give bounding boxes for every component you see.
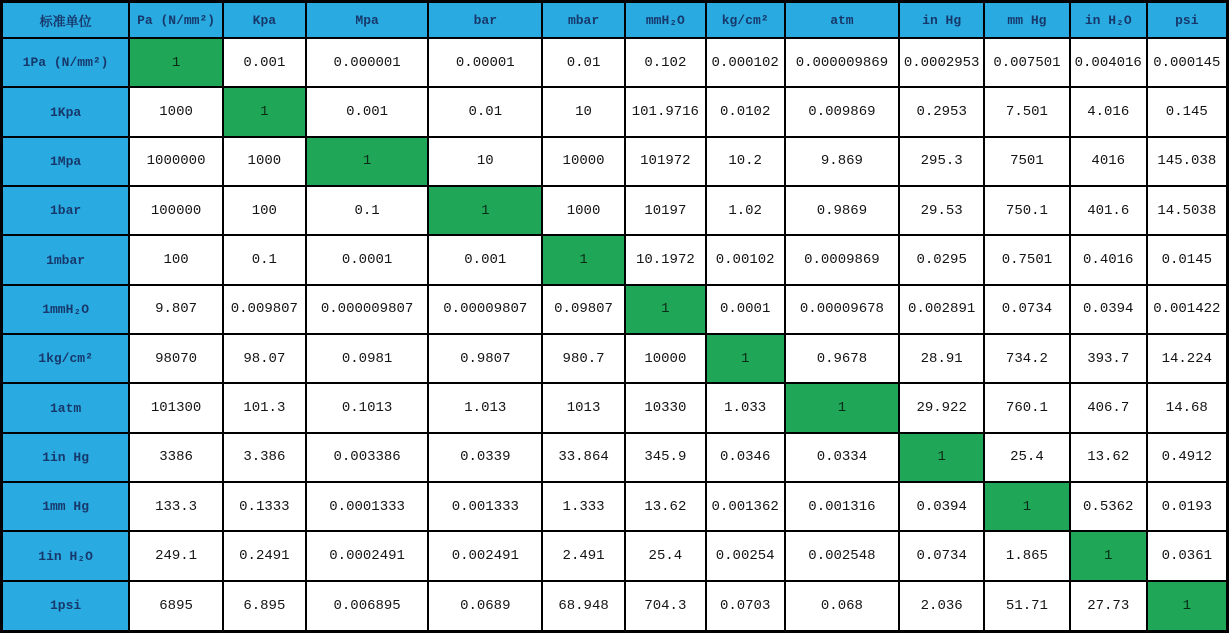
table-cell: 100 [223, 186, 306, 235]
row-label: 1Kpa [2, 87, 130, 136]
table-cell: 0.000102 [706, 38, 785, 87]
table-cell: 98070 [129, 334, 223, 383]
table-cell: 0.0002953 [899, 38, 984, 87]
table-cell: 9.807 [129, 285, 223, 334]
row-label: 1atm [2, 383, 130, 432]
table-cell: 0.1013 [306, 383, 429, 432]
table-row [2, 87, 1228, 136]
table-cell: 0.00102 [706, 235, 785, 284]
table-cell: 406.7 [1070, 383, 1147, 432]
table-cell: 101.3 [223, 383, 306, 432]
table-row [2, 285, 1228, 334]
table-cell: 0.000009807 [306, 285, 429, 334]
table-cell: 0.0394 [899, 482, 984, 531]
table-cell: 0.4912 [1147, 433, 1228, 482]
column-header: psi [1147, 2, 1228, 39]
table-cell: 0.001 [223, 38, 306, 87]
diagonal-unity-cell: 1 [428, 186, 542, 235]
table-cell: 0.000001 [306, 38, 429, 87]
table-cell: 0.0295 [899, 235, 984, 284]
table-cell: 100000 [129, 186, 223, 235]
diagonal-unity-cell: 1 [223, 87, 306, 136]
table-cell: 9.869 [785, 137, 900, 186]
table-cell: 0.001 [306, 87, 429, 136]
table-cell: 29.53 [899, 186, 984, 235]
table-cell: 0.0734 [984, 285, 1070, 334]
table-cell: 10197 [625, 186, 706, 235]
row-label: 1mmH₂O [2, 285, 130, 334]
table-cell: 1.013 [428, 383, 542, 432]
table-cell: 249.1 [129, 531, 223, 580]
table-cell: 29.922 [899, 383, 984, 432]
table-cell: 101300 [129, 383, 223, 432]
column-header: mbar [542, 2, 625, 39]
table-cell: 0.00001 [428, 38, 542, 87]
table-cell: 0.9807 [428, 334, 542, 383]
table-cell: 1.02 [706, 186, 785, 235]
table-cell: 704.3 [625, 581, 706, 632]
table-cell: 295.3 [899, 137, 984, 186]
table-cell: 0.0689 [428, 581, 542, 632]
corner-header: 标准单位 [2, 2, 130, 39]
table-cell: 10 [428, 137, 542, 186]
table-cell: 0.0734 [899, 531, 984, 580]
table-cell: 734.2 [984, 334, 1070, 383]
table-cell: 100 [129, 235, 223, 284]
table-row [2, 433, 1228, 482]
table-cell: 1013 [542, 383, 625, 432]
table-cell: 0.01 [428, 87, 542, 136]
table-cell: 0.09807 [542, 285, 625, 334]
table-cell: 4016 [1070, 137, 1147, 186]
column-header: kg/cm² [706, 2, 785, 39]
table-cell: 0.0145 [1147, 235, 1228, 284]
table-cell: 14.5038 [1147, 186, 1228, 235]
table-row [2, 137, 1228, 186]
column-header: mm Hg [984, 2, 1070, 39]
table-cell: 0.01 [542, 38, 625, 87]
table-cell: 393.7 [1070, 334, 1147, 383]
table-cell: 3386 [129, 433, 223, 482]
column-header: atm [785, 2, 900, 39]
table-cell: 0.2491 [223, 531, 306, 580]
table-cell: 980.7 [542, 334, 625, 383]
table-cell: 6895 [129, 581, 223, 632]
table-cell: 0.006895 [306, 581, 429, 632]
header-row [2, 2, 1228, 39]
table-cell: 7.501 [984, 87, 1070, 136]
table-cell: 0.1333 [223, 482, 306, 531]
table-cell: 1.333 [542, 482, 625, 531]
table-cell: 14.224 [1147, 334, 1228, 383]
table-cell: 10330 [625, 383, 706, 432]
row-label: 1Mpa [2, 137, 130, 186]
diagonal-unity-cell: 1 [984, 482, 1070, 531]
table-cell: 0.002891 [899, 285, 984, 334]
row-label: 1psi [2, 581, 130, 632]
table-cell: 1000 [129, 87, 223, 136]
table-cell: 25.4 [984, 433, 1070, 482]
table-cell: 0.0394 [1070, 285, 1147, 334]
table-cell: 27.73 [1070, 581, 1147, 632]
diagonal-unity-cell: 1 [1147, 581, 1228, 632]
table-cell: 0.002491 [428, 531, 542, 580]
table-cell: 0.00009678 [785, 285, 900, 334]
table-cell: 1.865 [984, 531, 1070, 580]
table-cell: 0.001362 [706, 482, 785, 531]
table-cell: 0.0346 [706, 433, 785, 482]
table-row [2, 383, 1228, 432]
table-cell: 101972 [625, 137, 706, 186]
table-cell: 0.001333 [428, 482, 542, 531]
table-cell: 133.3 [129, 482, 223, 531]
column-header: mmH₂O [625, 2, 706, 39]
table-cell: 0.0102 [706, 87, 785, 136]
table-row [2, 531, 1228, 580]
table-cell: 0.00254 [706, 531, 785, 580]
table-cell: 0.0361 [1147, 531, 1228, 580]
table-cell: 51.71 [984, 581, 1070, 632]
table-cell: 33.864 [542, 433, 625, 482]
table-cell: 68.948 [542, 581, 625, 632]
table-cell: 0.0002491 [306, 531, 429, 580]
table-cell: 0.0339 [428, 433, 542, 482]
diagonal-unity-cell: 1 [785, 383, 900, 432]
table-cell: 0.00009807 [428, 285, 542, 334]
table-cell: 0.002548 [785, 531, 900, 580]
table-cell: 0.0009869 [785, 235, 900, 284]
table-cell: 0.001 [428, 235, 542, 284]
table-cell: 401.6 [1070, 186, 1147, 235]
diagonal-unity-cell: 1 [129, 38, 223, 87]
diagonal-unity-cell: 1 [625, 285, 706, 334]
table-cell: 0.0981 [306, 334, 429, 383]
table-cell: 0.007501 [984, 38, 1070, 87]
table-cell: 10000 [542, 137, 625, 186]
table-cell: 0.4016 [1070, 235, 1147, 284]
diagonal-unity-cell: 1 [706, 334, 785, 383]
table-cell: 0.145 [1147, 87, 1228, 136]
column-header: Mpa [306, 2, 429, 39]
table-cell: 0.001316 [785, 482, 900, 531]
row-label: 1in Hg [2, 433, 130, 482]
row-label: 1bar [2, 186, 130, 235]
column-header: in Hg [899, 2, 984, 39]
table-cell: 145.038 [1147, 137, 1228, 186]
table-cell: 7501 [984, 137, 1070, 186]
diagonal-unity-cell: 1 [1070, 531, 1147, 580]
diagonal-unity-cell: 1 [542, 235, 625, 284]
table-cell: 101.9716 [625, 87, 706, 136]
table-cell: 0.1 [223, 235, 306, 284]
table-cell: 0.068 [785, 581, 900, 632]
table-cell: 13.62 [1070, 433, 1147, 482]
column-header: in H₂O [1070, 2, 1147, 39]
table-cell: 0.003386 [306, 433, 429, 482]
table-cell: 0.9869 [785, 186, 900, 235]
table-cell: 1.033 [706, 383, 785, 432]
table-cell: 1000 [223, 137, 306, 186]
row-label: 1mbar [2, 235, 130, 284]
table-cell: 0.5362 [1070, 482, 1147, 531]
table-cell: 1000000 [129, 137, 223, 186]
table-cell: 0.2953 [899, 87, 984, 136]
table-cell: 0.0001 [706, 285, 785, 334]
table-cell: 0.000009869 [785, 38, 900, 87]
table-cell: 10000 [625, 334, 706, 383]
table-cell: 0.009869 [785, 87, 900, 136]
table-cell: 0.0334 [785, 433, 900, 482]
table-cell: 25.4 [625, 531, 706, 580]
table-cell: 0.0001333 [306, 482, 429, 531]
table-cell: 0.9678 [785, 334, 900, 383]
row-label: 1Pa (N/mm²) [2, 38, 130, 87]
table-cell: 0.0001 [306, 235, 429, 284]
table-cell: 3.386 [223, 433, 306, 482]
table-cell: 0.7501 [984, 235, 1070, 284]
table-cell: 13.62 [625, 482, 706, 531]
table-cell: 750.1 [984, 186, 1070, 235]
table-cell: 0.102 [625, 38, 706, 87]
table-cell: 28.91 [899, 334, 984, 383]
table-cell: 0.004016 [1070, 38, 1147, 87]
table-cell: 760.1 [984, 383, 1070, 432]
column-header: Kpa [223, 2, 306, 39]
table-cell: 14.68 [1147, 383, 1228, 432]
table-row [2, 186, 1228, 235]
table-row [2, 334, 1228, 383]
row-label: 1in H₂O [2, 531, 130, 580]
table-row [2, 581, 1228, 632]
table-cell: 1000 [542, 186, 625, 235]
table-cell: 10 [542, 87, 625, 136]
row-label: 1mm Hg [2, 482, 130, 531]
table-cell: 0.001422 [1147, 285, 1228, 334]
table-cell: 98.07 [223, 334, 306, 383]
table-row [2, 482, 1228, 531]
column-header: Pa (N/mm²) [129, 2, 223, 39]
table-cell: 10.1972 [625, 235, 706, 284]
table-cell: 10.2 [706, 137, 785, 186]
table-row [2, 38, 1228, 87]
diagonal-unity-cell: 1 [899, 433, 984, 482]
table-cell: 0.000145 [1147, 38, 1228, 87]
table-cell: 6.895 [223, 581, 306, 632]
table-cell: 4.016 [1070, 87, 1147, 136]
row-label: 1kg/cm² [2, 334, 130, 383]
table-cell: 0.0193 [1147, 482, 1228, 531]
column-header: bar [428, 2, 542, 39]
diagonal-unity-cell: 1 [306, 137, 429, 186]
table-cell: 345.9 [625, 433, 706, 482]
table-row [2, 235, 1228, 284]
table-cell: 2.036 [899, 581, 984, 632]
table-cell: 0.1 [306, 186, 429, 235]
table-cell: 0.009807 [223, 285, 306, 334]
table-cell: 2.491 [542, 531, 625, 580]
table-cell: 0.0703 [706, 581, 785, 632]
